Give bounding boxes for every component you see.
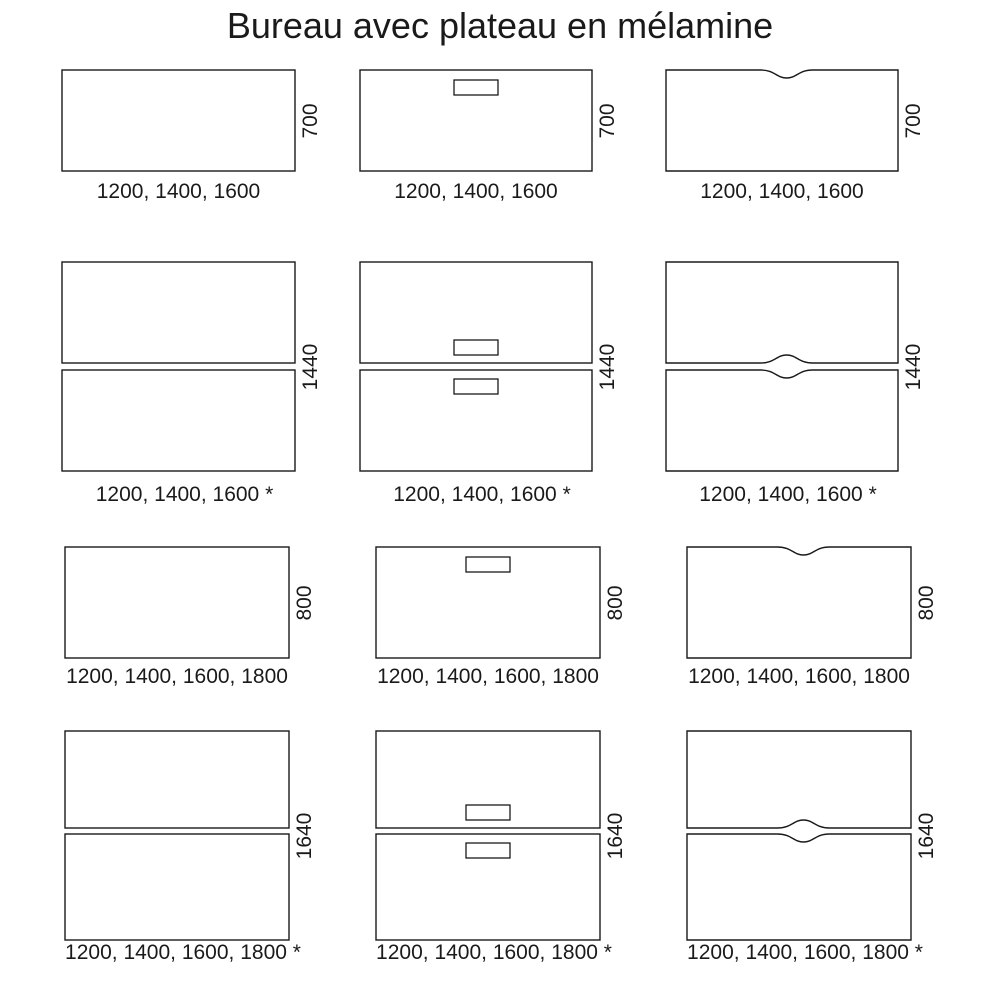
desk-top-panel — [62, 370, 295, 471]
desk-top-panel — [65, 834, 289, 940]
desk-5 — [360, 262, 592, 471]
desk-top-panel — [376, 731, 600, 828]
widths-label: 1200, 1400, 1600, 1800 — [66, 665, 288, 688]
desk-top-panel — [360, 70, 592, 171]
cable-port-icon — [454, 80, 498, 95]
desk-2 — [360, 70, 592, 171]
depth-label: 1440 — [596, 343, 619, 390]
desk-6 — [666, 262, 898, 471]
widths-label: 1200, 1400, 1600 * — [393, 483, 571, 506]
desk-11 — [376, 731, 600, 940]
desk-9 — [687, 547, 911, 658]
desk-1 — [62, 70, 295, 171]
widths-label: 1200, 1400, 1600 — [96, 180, 261, 203]
desk-top-panel-notched — [666, 70, 898, 171]
widths-label: 1200, 1400, 1600, 1800 — [377, 665, 599, 688]
widths-label: 1200, 1400, 1600, 1800 * — [687, 941, 923, 964]
depth-label: 800 — [915, 584, 938, 621]
desk-top-panel-notched — [687, 731, 911, 828]
desk-top-panel-notched — [687, 834, 911, 940]
depth-label: 700 — [596, 102, 619, 139]
depth-label: 700 — [299, 102, 322, 139]
desk-3 — [666, 70, 898, 171]
cable-port-icon — [466, 557, 510, 572]
depth-label: 800 — [293, 584, 316, 621]
widths-label: 1200, 1400, 1600, 1800 — [688, 665, 910, 688]
desk-top-panel — [376, 547, 600, 658]
desk-8 — [376, 547, 600, 658]
desk-top-panel — [360, 370, 592, 471]
cable-port-icon — [454, 340, 498, 355]
depth-label: 1640 — [293, 812, 316, 859]
desk-top-panel-notched — [687, 547, 911, 658]
depth-label: 1440 — [299, 343, 322, 390]
widths-label: 1200, 1400, 1600 * — [699, 483, 877, 506]
widths-label: 1200, 1400, 1600, 1800 * — [65, 941, 301, 964]
cable-port-icon — [466, 805, 510, 820]
depth-label: 1640 — [604, 812, 627, 859]
desk-top-panel-notched — [666, 262, 898, 363]
widths-label: 1200, 1400, 1600 — [394, 180, 558, 203]
page-title: Bureau avec plateau en mélamine — [226, 5, 774, 46]
cable-port-icon — [454, 379, 498, 394]
desk-top-panel — [65, 731, 289, 828]
desk-10 — [65, 731, 289, 940]
depth-label: 700 — [902, 102, 925, 139]
widths-label: 1200, 1400, 1600 — [700, 180, 864, 203]
desk-top-panel — [376, 834, 600, 940]
desk-12 — [687, 731, 911, 940]
cable-port-icon — [466, 843, 510, 858]
desk-top-panel — [62, 70, 295, 171]
widths-label: 1200, 1400, 1600 * — [95, 483, 274, 506]
depth-label: 800 — [604, 584, 627, 621]
depth-label: 1440 — [902, 343, 925, 390]
desk-7 — [65, 547, 289, 658]
desk-top-panel-notched — [666, 370, 898, 471]
desk-top-panel — [62, 262, 295, 363]
desk-top-panel — [360, 262, 592, 363]
depth-label: 1640 — [915, 812, 938, 859]
desk-4 — [62, 262, 295, 471]
widths-label: 1200, 1400, 1600, 1800 * — [376, 941, 612, 964]
desk-top-panel — [65, 547, 289, 658]
